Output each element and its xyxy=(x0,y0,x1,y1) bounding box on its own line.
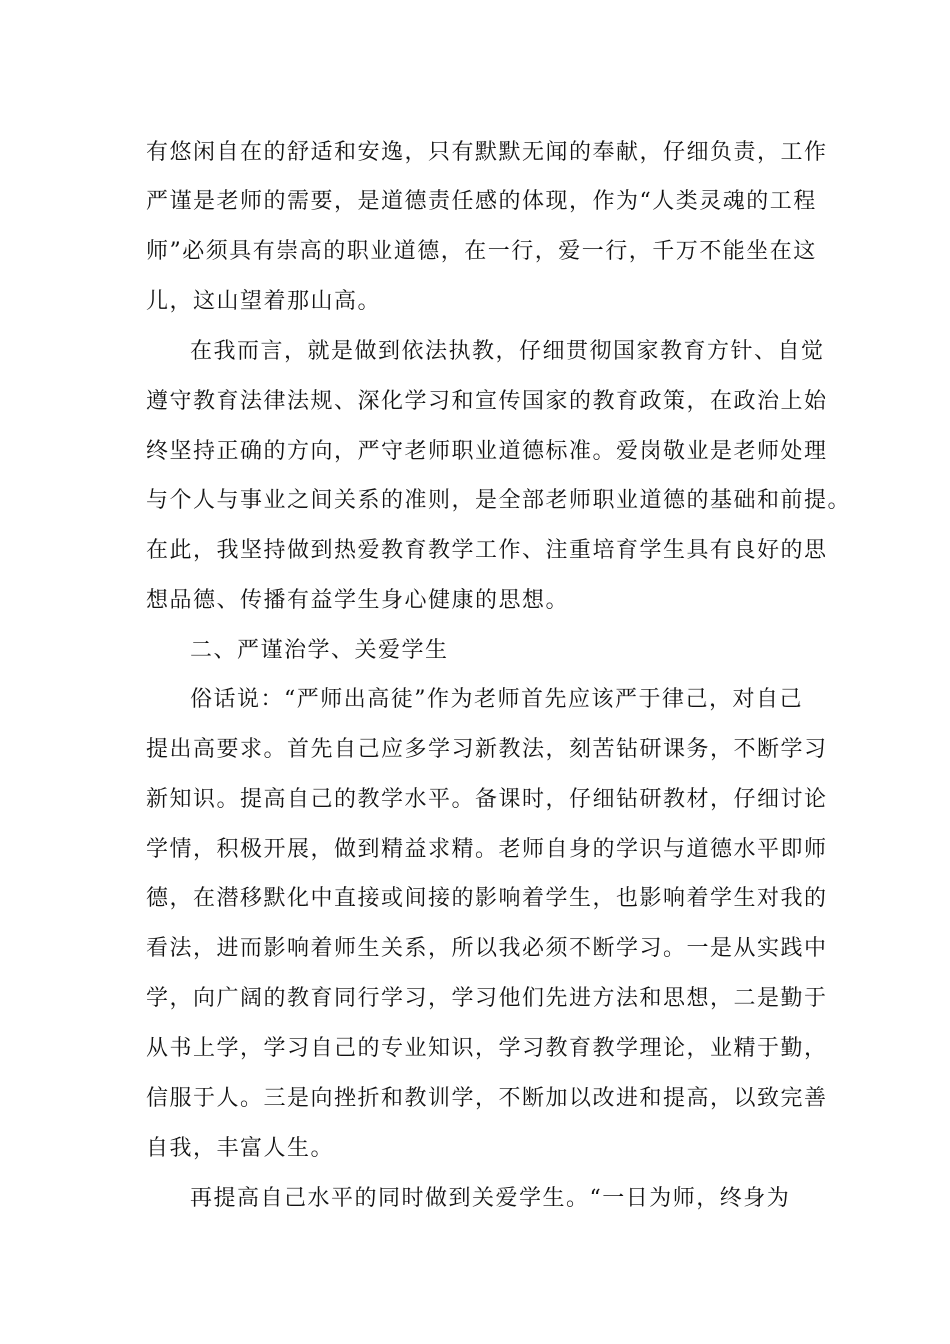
section-heading: 二、严谨治学、关爱学生 xyxy=(190,638,449,663)
text-line: 终坚持正确的方向，严守老师职业道德标准。爱岗敬业是老师处理 xyxy=(146,439,828,464)
text-line: 信服于人。三是向挫折和教训学，不断加以改进和提高，以致完善 xyxy=(146,1086,828,1111)
text-line: 提出高要求。首先自己应多学习新教法，刻苦钻研课务，不断学习 xyxy=(146,737,828,762)
text-line: 严谨是老师的需要，是道德责任感的体现，作为“人类灵魂的工程 xyxy=(146,189,817,214)
text-line: 想品德、传播有益学生身心健康的思想。 xyxy=(146,588,570,613)
paragraph-start-line: 再提高自己水平的同时做到关爱学生。“一日为师，终身为 xyxy=(190,1186,791,1211)
text-line: 自我，丰富人生。 xyxy=(146,1136,335,1161)
text-line: 从书上学，学习自己的专业知识，学习教育教学理论，业精于勤， xyxy=(146,1036,828,1061)
text-line: 儿，这山望着那山高。 xyxy=(146,289,382,314)
text-line: 看法，进而影响着师生关系，所以我必须不断学习。一是从实践中 xyxy=(146,936,828,961)
text-line: 学情，积极开展，做到精益求精。老师自身的学识与道德水平即师 xyxy=(146,837,828,862)
text-line: 学，向广阔的教育同行学习，学习他们先进方法和思想，二是勤于 xyxy=(146,986,828,1011)
paragraph-start-line: 俗话说：“严师出高徒”作为老师首先应该严于律己，对自己 xyxy=(190,687,803,712)
text-line: 德，在潜移默化中直接或间接的影响着学生，也影响着学生对我的 xyxy=(146,886,828,911)
paragraph-start-line: 在我而言，就是做到依法执教，仔细贯彻国家教育方针、自觉 xyxy=(190,339,825,364)
text-line: 新知识。提高自己的教学水平。备课时，仔细钻研教材，仔细讨论 xyxy=(146,787,828,812)
text-line: 在此，我坚持做到热爱教育教学工作、注重培育学生具有良好的思 xyxy=(146,538,828,563)
text-line: 与个人与事业之间关系的准则，是全部老师职业道德的基础和前提。 xyxy=(146,488,852,513)
text-line: 遵守教育法律法规、深化学习和宣传国家的教育政策，在政治上始 xyxy=(146,389,828,414)
text-line: 师”必须具有崇高的职业道德，在一行，爱一行，千万不能坐在这 xyxy=(146,239,817,264)
text-line: 有悠闲自在的舒适和安逸，只有默默无闻的奉献，仔细负责，工作 xyxy=(146,140,828,165)
